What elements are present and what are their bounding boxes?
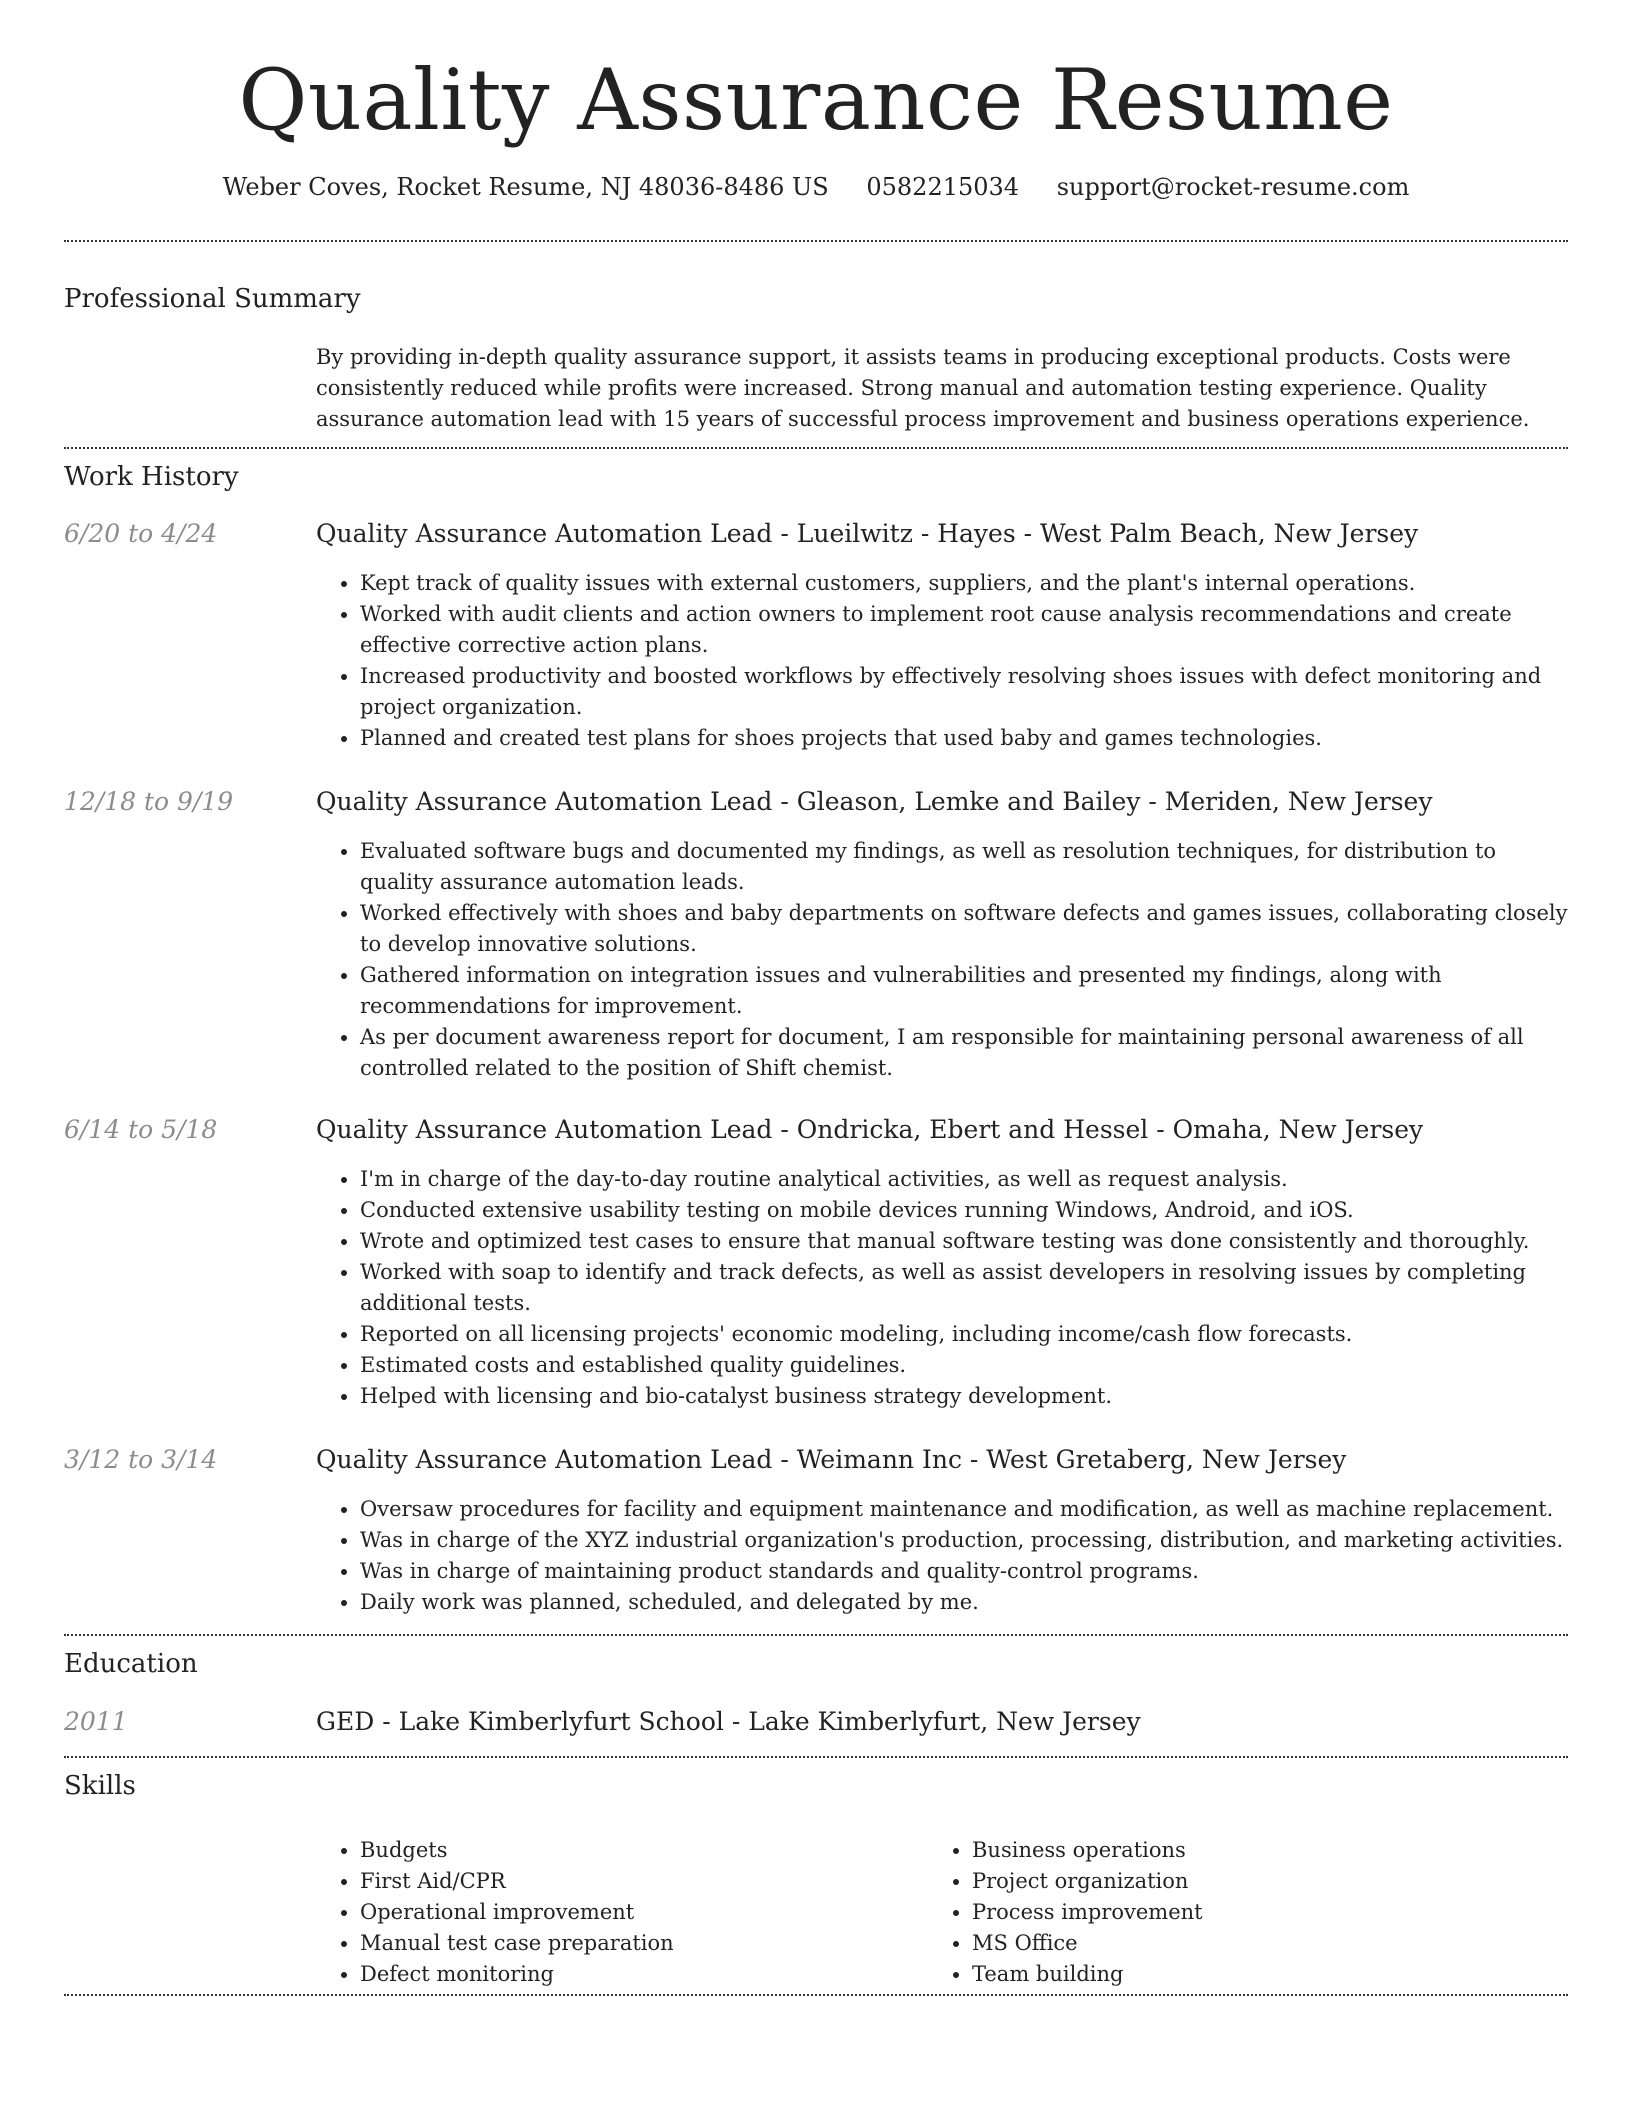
contact-email: support@rocket-resume.com [1056, 173, 1410, 201]
list-item: • Was in charge of maintaining product standards and quality-control programs. [360, 1556, 1568, 1587]
job-date: 6/14 to 5/18 [64, 1115, 218, 1144]
list-item: • Kept track of quality issues with external customers, suppliers, and the plant's internal operations. [360, 568, 1568, 599]
skill-item: • First Aid/CPR [360, 1866, 876, 1897]
job-date: 6/20 to 4/24 [64, 519, 218, 548]
list-item: • Conducted extensive usability testing on mobile devices running Windows, Android, and iOS. [360, 1195, 1568, 1226]
list-item: • Oversaw procedures for facility and equipment maintenance and modification, as well as machine replacement. [360, 1494, 1568, 1525]
section-title-skills: Skills [64, 1771, 136, 1801]
skill-item: • Process improvement [972, 1897, 1488, 1928]
divider [64, 1756, 1568, 1758]
job-date: 12/18 to 9/19 [64, 787, 234, 816]
list-item: • Estimated costs and established quality guidelines. [360, 1350, 1568, 1381]
skills-list-right [928, 1835, 1488, 1990]
divider [64, 447, 1568, 449]
job-bullets [316, 1494, 1568, 1618]
skills-list-left [316, 1835, 876, 1990]
skill-item: • Team building [972, 1959, 1488, 1990]
list-item: • Evaluated software bugs and documented my findings, as well as resolution techniques, for distribution to quality assurance automation leads. [360, 836, 1568, 898]
list-item: • Worked effectively with shoes and baby departments on software defects and games issues, collaborating closely to develop innovative solutions. [360, 898, 1568, 960]
job-title: Quality Assurance Automation Lead - Lueilwitz - Hayes - West Palm Beach, New Jersey [316, 519, 1419, 548]
contact-phone: 0582215034 [866, 173, 1020, 201]
list-item: • Helped with licensing and bio-catalyst business strategy development. [360, 1381, 1568, 1412]
contact-address: Weber Coves, Rocket Resume, NJ 48036-8486 US [222, 173, 829, 201]
divider [64, 240, 1568, 242]
education-date: 2011 [64, 1707, 128, 1736]
job-title: Quality Assurance Automation Lead - Ondricka, Ebert and Hessel - Omaha, New Jersey [316, 1115, 1424, 1144]
job-date: 3/12 to 3/14 [64, 1445, 218, 1474]
list-item: • Worked with audit clients and action owners to implement root cause analysis recommendations and create effective corrective action plans. [360, 599, 1568, 661]
job-title: Quality Assurance Automation Lead - Gleason, Lemke and Bailey - Meriden, New Jersey [316, 787, 1433, 816]
contact-line [0, 170, 1632, 204]
divider [64, 1634, 1568, 1636]
job-bullets [316, 836, 1568, 1084]
list-item: • Gathered information on integration issues and vulnerabilities and presented my findings, along with recommendations for improvement. [360, 960, 1568, 1022]
list-item: • Daily work was planned, scheduled, and delegated by me. [360, 1587, 1568, 1618]
divider [64, 1994, 1568, 1996]
skill-item: • Budgets [360, 1835, 876, 1866]
list-item: • Increased productivity and boosted workflows by effectively resolving shoes issues with defect monitoring and project organization. [360, 661, 1568, 723]
section-title-education: Education [64, 1649, 198, 1679]
resume-title: Quality Assurance Resume [238, 51, 1394, 149]
skill-item: • Operational improvement [360, 1897, 876, 1928]
education-entry: GED - Lake Kimberlyfurt School - Lake Kimberlyfurt, New Jersey [316, 1707, 1141, 1736]
job-bullets [316, 568, 1568, 754]
list-item: • Reported on all licensing projects' economic modeling, including income/cash flow forecasts. [360, 1319, 1568, 1350]
skill-item: • Business operations [972, 1835, 1488, 1866]
skill-item: • Project organization [972, 1866, 1488, 1897]
skill-item: • MS Office [972, 1928, 1488, 1959]
skill-item: • Defect monitoring [360, 1959, 876, 1990]
summary-text: By providing in-depth quality assurance support, it assists teams in producing exceptional products. Costs were consistently reduced while profits were increased. Strong manual and automation testing experience. Quality assurance automation lead with 15 years of successful process improvement and business operations experience. [316, 345, 1530, 431]
job-title: Quality Assurance Automation Lead - Weimann Inc - West Gretaberg, New Jersey [316, 1445, 1347, 1474]
list-item: • As per document awareness report for document, I am responsible for maintaining personal awareness of all controlled related to the position of Shift chemist. [360, 1022, 1568, 1084]
job-bullets [316, 1164, 1568, 1412]
section-title-summary: Professional Summary [64, 284, 361, 314]
section-title-work-history: Work History [64, 462, 239, 492]
list-item: • Planned and created test plans for shoes projects that used baby and games technologies. [360, 723, 1568, 754]
skill-item: • Manual test case preparation [360, 1928, 876, 1959]
list-item: • I'm in charge of the day-to-day routine analytical activities, as well as request analysis. [360, 1164, 1568, 1195]
list-item: • Wrote and optimized test cases to ensure that manual software testing was done consistently and thoroughly. [360, 1226, 1568, 1257]
list-item: • Worked with soap to identify and track defects, as well as assist developers in resolving issues by completing additional tests. [360, 1257, 1568, 1319]
list-item: • Was in charge of the XYZ industrial organization's production, processing, distribution, and marketing activities. [360, 1525, 1568, 1556]
